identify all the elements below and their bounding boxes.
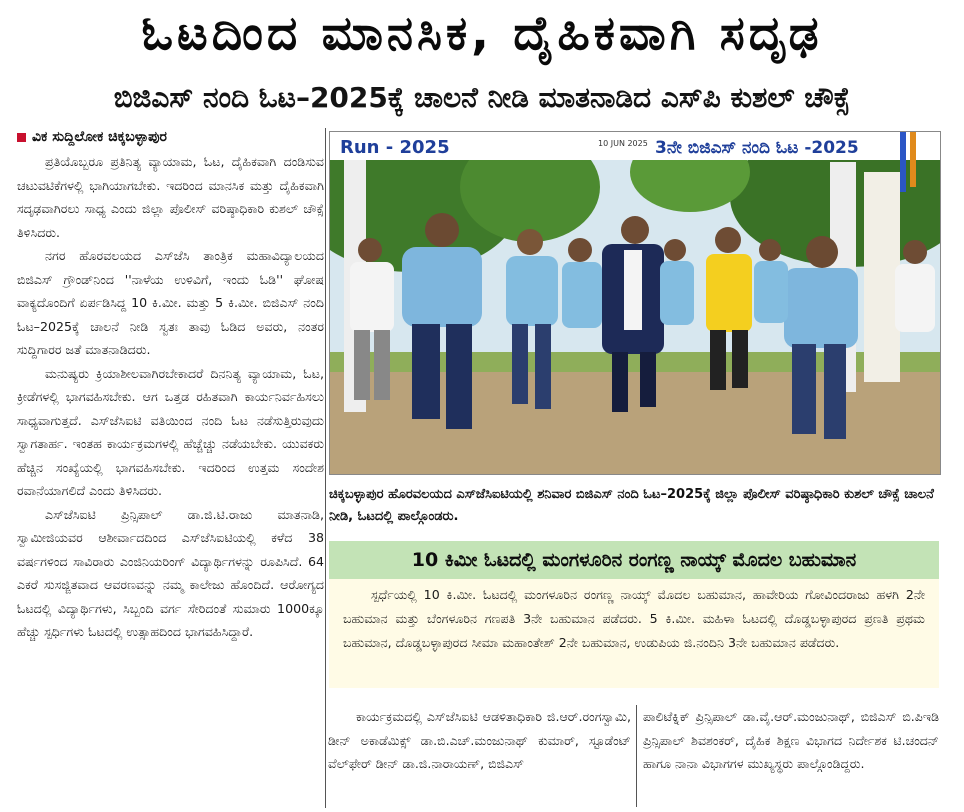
bottom-right-paragraph: ಪಾಲಿಟೆಕ್ನಿಕ್ ಪ್ರಿನ್ಸಿಪಾಲ್ ಡಾ.ವೈ.ಆರ್.ಮಂಜುನಾಥ್, ಬಿಜಿಎಸ್ ಬಿ.ಪಿಇಡಿ ಪ್ರಿನ್ಸಿಪಾಲ್ ಶಿವಶಂಕರ್, ದೈಹಿಕ ಶಿಕ್ಷಣ ವಿಭಾಗದ ನಿರ್ದೇಶಕ ಟಿ.ಚಂದನ್ ಹಾಗೂ ನಾನಾ ವಿಭಾಗಗಳ ಮುಖ್ಯಸ್ಥರು ಪಾಲ್ಗೊಂಡಿದ್ದರು. [643,709,939,771]
results-box-body [329,579,939,655]
banner-main-text: 3ನೇ ಬಿಜಿಎಸ್ ನಂದಿ ಓಟ -2025 [655,138,859,158]
byline-marker-icon [17,133,26,142]
results-box [329,541,939,688]
left-paragraph-2: ನಗರ ಹೊರವಲಯದ ಎಸ್‌ಜೆಸಿ ತಾಂತ್ರಿಕ ಮಹಾವಿದ್ಯಾಲಯದ ಬಿಜಿಎಸ್ ಗ್ರೌಂಡ್‌ನಿಂದ ''ನಾಳೆಯ ಉಳಿವಿಗೆ, ಇಂದು ಓಡಿ'' ಘೋಷ ವಾಕ್ಯದೊಂದಿಗೆ ಏರ್ಪಡಿಸಿದ್ದ 10 ಕಿ.ಮೀ. ಮತ್ತು 5 ಕಿ.ಮೀ. ಬಿಜಿಎಸ್ ನಂದಿ ಓಟ–2025ಕ್ಕೆ ಚಾಲನೆ ನೀಡಿ ಸ್ವತಃ ತಾವು ಓಡಿದ ಅವರು, ನಂತರ ಸುದ್ದಿಗಾರರ ಜತೆ ಮಾತನಾಡಿದರು. [17,248,324,357]
results-box-title: 10 ಕಿಮೀ ಓಟದಲ್ಲಿ ಮಂಗಳೂರಿನ ರಂಗಣ್ಣ ನಾಯ್ಕ್ ಮೊದಲ ಬಹುಮಾನ [329,541,939,579]
news-photo [329,131,941,475]
left-paragraph-3: ಮನುಷ್ಯರು ಕ್ರಿಯಾಶೀಲವಾಗಿರಬೇಕಾದರೆ ದಿನನಿತ್ಯ ವ್ಯಾಯಾಮ, ಓಟ, ಕ್ರೀಡೆಗಳಲ್ಲಿ ಭಾಗವಹಿಸಬೇಕು. ಆಗ ಒತ್ತಡ ರಹಿತವಾಗಿ ಕಾರ್ಯನಿರ್ವಹಿಸಲು ಸಾಧ್ಯವಾಗುತ್ತದೆ. ಎಸ್‌ಜೆಸಿಐಟಿ ವತಿಯಿಂದ ನಂದಿ ಓಟ ನಡೆಸುತ್ತಿರುವುದು ಸ್ವಾಗತಾರ್ಹ. ಇಂತಹ ಕಾರ್ಯಕ್ರಮಗಳಲ್ಲಿ ಹೆಚ್ಚೆಚ್ಚು ನಡೆಯಬೇಕು. ಯುವಕರು ಹೆಚ್ಚಿನ ಸಂಖ್ಯೆಯಲ್ಲಿ ಭಾಗವಹಿಸಬೇಕು. ಇದರಿಂದ ಉತ್ತಮ ಸಂದೇಶ ರವಾನೆಯಾಗಲಿದೆ ಎಂದು ತಿಳಿಸಿದರು. [17,365,324,498]
byline-text: ವಿಕ ಸುದ್ದಿಲೋಕ ಚಿಕ್ಕಬಳ್ಳಾಪುರ [32,129,167,145]
bottom-middle-column [328,705,631,807]
bottom-middle-paragraph: ಕಾರ್ಯಕ್ರಮದಲ್ಲಿ ಎಸ್‌ಜೆಸಿಐಟಿ ಆಡಳಿತಾಧಿಕಾರಿ ಜಿ.ಆರ್.ರಂಗಸ್ವಾಮಿ, ಡೀನ್ ಅಕಾಡೆಮಿಕ್ಸ್ ಡಾ.ಬಿ.ಎಚ್.ಮಂಜುನಾಥ್ ಕುಮಾರ್, ಸ್ಟೂಡೆಂಟ್ ವೆಲ್‌ಫೇರ್ ಡೀನ್ ಡಾ.ಜಿ.ನಾರಾಯಣ್, ಬಿಜಿಎಸ್ [328,709,631,771]
bottom-column-divider [636,705,637,807]
bottom-right-column [643,705,939,807]
left-paragraph-4: ಎಸ್‌ಜೆಸಿಐಟಿ ಪ್ರಿನ್ಸಿಪಾಲ್ ಡಾ.ಜಿ.ಟಿ.ರಾಜು ಮಾತನಾಡಿ, ಸ್ವಾಮೀಜಿಯವರ ಆಶೀರ್ವಾದದಿಂದ ಎಸ್‌ಜೆಸಿಐಟಿಯಲ್ಲಿ ಕಳೆದ 38 ವರ್ಷಗಳಿಂದ ಸಾವಿರಾರು ಎಂಜಿನಿಯರಿಂಗ್ ವಿದ್ಯಾರ್ಥಿಗಳನ್ನು ರೂಪಿಸಿದೆ. 64 ಎಕರೆ ಸುಸಜ್ಜಿತವಾದ ಆವರಣವನ್ನು ನಮ್ಮ ಕಾಲೇಜು ಹೊಂದಿದೆ. ಆರೋಗ್ಯದ ಓಟದಲ್ಲಿ ವಿದ್ಯಾರ್ಥಿಗಳು, ಸಿಬ್ಬಂದಿ ವರ್ಗ ಸೇರಿದಂತೆ ಸುಮಾರು 1000ಕ್ಕೂ ಹೆಚ್ಚು ಸ್ಪರ್ಧಿಗಳು ಓಟದಲ್ಲಿ ಉತ್ಸಾಹದಿಂದ ಭಾಗವಹಿಸಿದ್ದಾರೆ. [17,506,324,639]
banner-date-text: 10 JUN 2025 [598,139,648,148]
results-paragraph: ಸ್ಪರ್ಧೆಯಲ್ಲಿ 10 ಕಿ.ಮೀ. ಓಟದಲ್ಲಿ ಮಂಗಳೂರಿನ ರಂಗಣ್ಣ ನಾಯ್ಕ್ ಮೊದಲ ಬಹುಮಾನ, ಹಾವೇರಿಯ ಗೋವಿಂದರಾಜು ಹಳಗಿ 2ನೇ ಬಹುಮಾನ ಮತ್ತು ಬೆಂಗಳೂರಿನ ಗಣಪತಿ 3ನೇ ಬಹುಮಾನ ಪಡೆದರು. 5 ಕಿ.ಮೀ. ಮಹಿಳಾ ಓಟದಲ್ಲಿ ದೊಡ್ಡಬಳ್ಳಾಪುರದ ಪ್ರಣತಿ ಪ್ರಥಮ ಬಹುಮಾನ, ದೊಡ್ಡಬಳ್ಳಾಪುರದ ಸೀಮಾ ಮಹಾಂತೇಶ್ 2ನೇ ಬಹುಮಾನ, ಉಡುಪಿಯ ಜಿ.ನಂದಿನಿ 3ನೇ ಬಹುಮಾನ ಪಡೆದರು. [343,587,925,650]
photo-caption: ಚಿಕ್ಕಬಳ್ಳಾಪುರ ಹೊರವಲಯದ ಎಸ್‌ಜೆಸಿಐಟಿಯಲ್ಲಿ ಶನಿವಾರ ಬಿಜಿಎಸ್ ನಂದಿ ಓಟ–2025ಕ್ಕೆ ಜಿಲ್ಲಾ ಪೊಲೀಸ್ ವರಿಷ್ಠಾಧಿಕಾರಿ ಕುಶಲ್ ಚೌಕ್ಸೆ ಚಾಲನೆ ನೀಡಿ, ಓಟದಲ್ಲಿ ಪಾಲ್ಗೊಂಡರು. [329,487,934,524]
subheadline: ಬಿಜಿಎಸ್ ನಂದಿ ಓಟ–2025ಕ್ಕೆ ಚಾಲನೆ ನೀಡಿ ಮಾತನಾಡಿದ ಎಸ್‌ಪಿ ಕುಶಲ್ ಚೌಕ್ಸೆ [113,81,851,114]
left-column [17,150,324,806]
headline: ಓಟದಿಂದ ಮಾನಸಿಕ, ದೈಹಿಕವಾಗಿ ಸದೃಢ [141,6,823,61]
byline [17,128,167,146]
banner-left-text: Run - 2025 [340,137,450,158]
runners-photo-illustration [330,132,940,474]
left-paragraph-1: ಪ್ರತಿಯೊಬ್ಬರೂ ಪ್ರತಿನಿತ್ಯ ವ್ಯಾಯಾಮ, ಓಟ, ದೈಹಿಕವಾಗಿ ದಂಡಿಸುವ ಚಟುವಟಿಕೆಗಳಲ್ಲಿ ಭಾಗಿಯಾಗಬೇಕು. ಇದರಿಂದ ಮಾನಸಿಕ ಮತ್ತು ದೈಹಿಕವಾಗಿ ಸದೃಢವಾಗಿರಲು ಸಾಧ್ಯ ಎಂದು ಜಿಲ್ಲಾ ಪೊಲೀಸ್ ವರಿಷ್ಠಾಧಿಕಾರಿ ಕುಶಲ್ ಚೌಕ್ಸೆ ತಿಳಿಸಿದರು. [17,154,324,240]
column-divider [325,128,326,808]
